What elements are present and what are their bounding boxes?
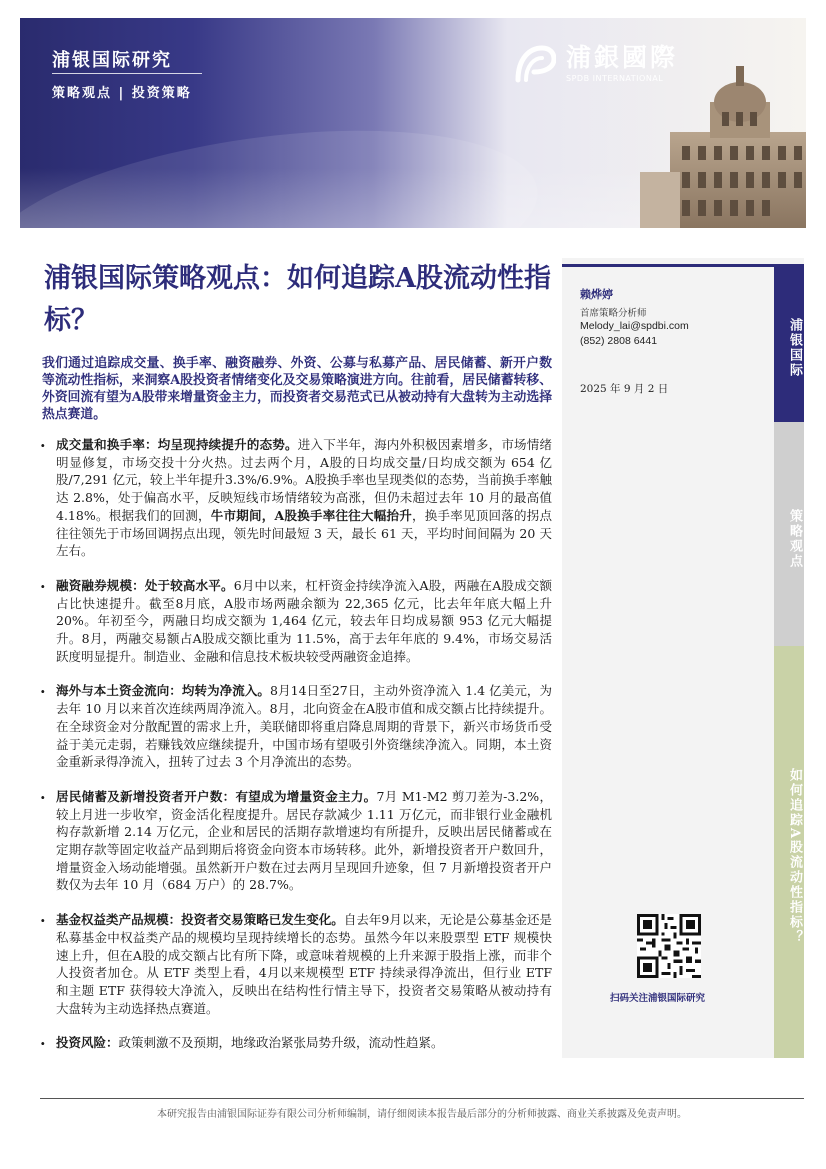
list-item	[40, 436, 552, 560]
logo-english: SPDB INTERNATIONAL	[566, 74, 664, 83]
list-item	[40, 577, 552, 666]
qr-caption: 扫码关注浦银国际研究	[610, 993, 706, 1004]
brand-divider	[52, 73, 202, 74]
brand-name: 浦银国际研究	[52, 50, 172, 71]
bullet-body: 政策刺激不及预期，地缘政治紧张局势升级，流动性趋紧。	[118, 1035, 444, 1051]
footer-disclaimer: 本研究报告由浦银国际证券有限公司分析师编制，请仔细阅读本报告最后部分的分析师披露、商业关系披露及免责声明。	[157, 1109, 687, 1120]
brand-subtitle: 策略观点 | 投资策略	[52, 86, 192, 101]
building-image	[640, 62, 806, 228]
bullet-heading: 居民储蓄及新增投资者开户数：有望成为增量资金主力。	[56, 788, 377, 804]
spdb-logo-icon	[512, 44, 556, 84]
analyst-phone: (852) 2808 6441	[580, 335, 658, 347]
bullet-body-cont: ，换手率见顶回落的拐点往往领先于市场回调拐点出现，领先时间最短 3 天，最长 61 天，平均时间间隔为 20 天左右。	[56, 507, 552, 559]
bullet-body: 6月中以来，杠杆资金持续净流入A股，两融在A股成交额占比快速提升。截至8月底，A股市场两融余额为 22,365 亿元，比去年年底大幅上升 20%。年初至今，两融日均成交额为 1,464 亿元，较去年日均成易额 953 亿元大幅提升。8月，两融交易额占A股成交额比重为 11.5%，高于去年年底的 9.4%，市场交易活跃度明显提升。制造业、金融和信息技术板块较受两融资金追捧。	[56, 577, 552, 664]
list-item	[40, 682, 552, 771]
key-points-list	[40, 436, 552, 1052]
bullet-heading: 海外与本土资金流向：均转为净流入。	[56, 683, 271, 699]
qr-code-icon	[637, 914, 701, 978]
tab-category: 策略观点	[774, 422, 804, 646]
panel-divider	[562, 264, 774, 267]
report-title: 浦银国际策略观点：如何追踪A股流动性指标？	[44, 263, 551, 336]
tab-report-topic: 如何追踪A股流动性指标？	[774, 646, 804, 1058]
bullet-body: 自去年9月以来，无论是公募基金还是私募基金中权益类产品的规模均呈现持续增长的态势。虽然今年以来股票型 ETF 规模快速上升，但在A股的成交额占比有所下降，或意味着规模的上升来源于股指上涨，而非个人投资者加仓。从 ETF 类型上看，4月以来规模型 ETF 持续录得净流出，但行业 ETF 和主题 ETF 获得较大净流入，反映出在结构性行情主导下，投资者交易策略从被动持有大盘转为主动选择热点赛道。	[56, 912, 552, 1016]
report-abstract: 我们通过追踪成交量、换手率、融资融券、外资、公募与私募产品、居民储蓄、新开户数等流动性指标，来洞察A股投资者情绪变化及交易策略演进方向。往前看，居民储蓄转移、外资回流有望为A股带来增量资金主力，而投资者交易范式已从被动持有大盘转为主动选择热点赛道。	[42, 356, 552, 422]
bullet-heading: 融资融券规模：处于较高水平。	[56, 577, 234, 593]
logo-text: 浦銀國際	[566, 43, 679, 72]
bullet-heading: 投资风险：	[56, 1035, 119, 1051]
bullet-body: 7月 M1-M2 剪刀差为-3.2%，较上月进一步收窄，资金活化程度提升。居民存款减少 1.11 万亿元，而非银行业金融机构存款新增 2.14 万亿元，企业和居民的活期存款增速均有所提升，反映出居民储蓄或在定期存款等固定收益产品到期后将资金向资本市场转移。此外，新增投资者开户数回升，增量资金入场动能增强。虽然新开户数在过去两月呈现回升迹象，但 7 月新增投资者开户数仅为去年 10 月（684 万户）的 28.7%。	[56, 788, 552, 893]
bullet-body: 进入下半年，海内外积极因素增多，市场情绪明显修复，市场交投十分火热。过去两个月，A股的日均成交量/日均成交额为 654 亿股/7,291 亿元，较上半年提升3.3%/6.9%。A股换手率也呈现类似的态势，当前换手率触达 2.8%，处于偏高水平，反映短线市场情绪较为高涨，但仍未超过去年 10 月的最高值 4.18%。根据我们的回测，	[56, 437, 552, 523]
bullet-body: 8月14日至27日，主动外资净流入 1.4 亿美元，为去年 10 月以来首次连续两周净流入。8月，北向资金在A股市值和成交额占比持续提升。在全球资金对分散配置的需求上升，美联储即将重启降息周期的背景下，新兴市场货币受益于美元走弱，若赚钱效应继续提升，中国市场有望吸引外资继续净流入。同期，本土资金重新录得净流入，扭转了过去 3 个月净流出的态势。	[56, 683, 552, 770]
report-date: 2025 年 9 月 2 日	[580, 383, 669, 395]
bullet-heading: 成交量和换手率：均呈现持续提升的态势。	[56, 437, 298, 452]
list-item	[40, 788, 552, 894]
footer-divider	[40, 1098, 804, 1099]
tab-brand: 浦银国际	[774, 264, 804, 422]
bullet-highlight: 牛市期间，A股换手率往往大幅抬升	[210, 507, 412, 523]
bullet-heading: 基金权益类产品规模：投资者交易策略已发生变化。	[56, 912, 344, 928]
list-item	[40, 911, 552, 1017]
analyst-email[interactable]: Melody_lai@spdbi.com	[580, 320, 689, 332]
list-item	[40, 1034, 552, 1052]
analyst-role: 首席策略分析师	[580, 308, 647, 319]
analyst-name: 赖烨婷	[580, 288, 613, 301]
banner-decoration	[20, 100, 550, 228]
